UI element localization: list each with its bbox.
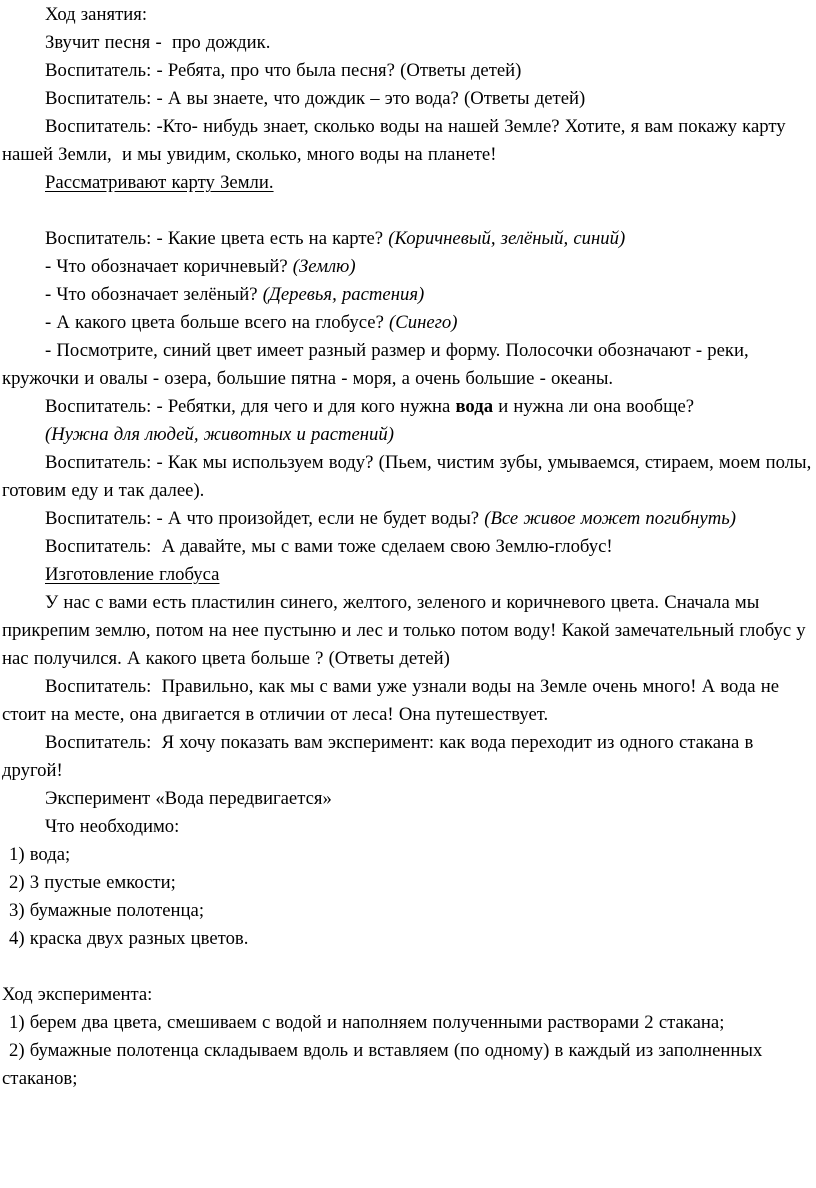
text-run: Воспитатель: - Ребятки, для чего и для кого нужна [45, 396, 456, 417]
paragraph [2, 225, 816, 253]
text-run: Рассматривают карту Земли. [45, 172, 274, 193]
text-run: 1) берем два цвета, смешиваем с водой и наполняем полученными растворами 2 стакана; [9, 1012, 725, 1033]
text-run: Воспитатель: - А что произойдет, если не будет воды? [45, 508, 485, 529]
text-run: (Землю) [292, 256, 356, 277]
text-run: У нас с вами есть пластилин синего, желтого, зеленого и коричневого цвета. Сначала мы прикрепим землю, потом на нее пустыню и лес и только потом воду! Какой замечательный глобус у нас получился. А какого цвета больше ? (Ответы детей) [2, 592, 811, 669]
experiment-step-1 [2, 1009, 816, 1037]
text-run: Звучит песня - про дождик. [45, 32, 271, 53]
materials-item-4 [2, 925, 816, 953]
text-run: - Что обозначает зелёный? [45, 284, 263, 305]
text-run: 2) бумажные полотенца складываем вдоль и вставляем (по одному) в каждый из заполненных стаканов; [2, 1040, 768, 1089]
text-run: - Посмотрите, синий цвет имеет разный размер и форму. Полосочки обозначают - реки, кружочки и овалы - озера, большие пятна - моря, а очень большие - океаны. [2, 340, 754, 389]
paragraph [2, 57, 816, 85]
paragraph [2, 673, 816, 729]
materials-item-2 [2, 869, 816, 897]
text-run: (Нужна для людей, животных и растений) [45, 424, 394, 445]
text-run: Воспитатель: - Ребята, про что была песня? (Ответы детей) [45, 60, 522, 81]
text-run: Воспитатель: А давайте, мы с вами тоже сделаем свою Землю-глобус! [45, 536, 613, 557]
text-run: Воспитатель: - А вы знаете, что дождик – это вода? (Ответы детей) [45, 88, 586, 109]
text-run: (Деревья, растения) [262, 284, 425, 305]
text-run: и нужна ли она вообще? [493, 396, 695, 417]
paragraph [2, 393, 816, 421]
text-run: Воспитатель: - Какие цвета есть на карте? [45, 228, 389, 249]
materials-heading [2, 813, 816, 841]
text-run: Ход эксперимента: [2, 984, 153, 1005]
blank-line [2, 953, 816, 981]
experiment-step-2 [2, 1037, 816, 1093]
heading-experiment-flow [2, 981, 816, 1009]
paragraph [2, 533, 816, 561]
paragraph [2, 337, 816, 393]
paragraph [2, 113, 816, 169]
heading-lesson-flow [2, 1, 816, 29]
text-run: 2) 3 пустые емкости; [9, 872, 176, 893]
text-run: Воспитатель: Я хочу показать вам эксперимент: как вода переходит из одного стакана в другой! [2, 732, 759, 781]
text-run: вода [455, 396, 494, 417]
paragraph [2, 253, 816, 281]
text-run: Что необходимо: [45, 816, 180, 837]
text-run: Воспитатель: -Кто- нибудь знает, сколько воды на нашей Земле? Хотите, я вам покажу карту нашей Земли, и мы увидим, сколько, много воды на планете! [2, 116, 791, 165]
text-run: - А какого цвета больше всего на глобусе? [45, 312, 390, 333]
text-run: Ход занятия: [45, 4, 148, 25]
materials-item-3 [2, 897, 816, 925]
text-run: Изготовление глобуса [45, 564, 220, 585]
text-run: Воспитатель: Правильно, как мы с вами уже узнали воды на Земле очень много! А вода не стоит на месте, она двигается в отличии от леса! Она путешествует. [2, 676, 785, 725]
paragraph [2, 29, 816, 57]
section-heading-map-review [2, 169, 816, 197]
document-body [2, 1, 816, 1093]
experiment-title [2, 785, 816, 813]
materials-item-1 [2, 841, 816, 869]
paragraph [2, 505, 816, 533]
section-heading-globe-making [2, 561, 816, 589]
text-run: 1) вода; [9, 844, 71, 865]
text-run: (Все живое может погибнуть) [484, 508, 736, 529]
paragraph [2, 281, 816, 309]
text-run: (Синего) [389, 312, 458, 333]
paragraph [2, 421, 816, 449]
text-run: (Коричневый, зелёный, синий) [388, 228, 626, 249]
paragraph [2, 729, 816, 785]
paragraph [2, 85, 816, 113]
text-run: - Что обозначает коричневый? [45, 256, 293, 277]
paragraph [2, 449, 816, 505]
paragraph [2, 589, 816, 673]
blank-line [2, 197, 816, 225]
text-run: Воспитатель: - Как мы используем воду? (Пьем, чистим зубы, умываемся, стираем, моем полы, готовим еду и так далее). [2, 452, 816, 501]
text-run: 3) бумажные полотенца; [9, 900, 205, 921]
text-run: 4) краска двух разных цветов. [9, 928, 249, 949]
text-run: Эксперимент «Вода передвигается» [45, 788, 332, 809]
paragraph [2, 309, 816, 337]
